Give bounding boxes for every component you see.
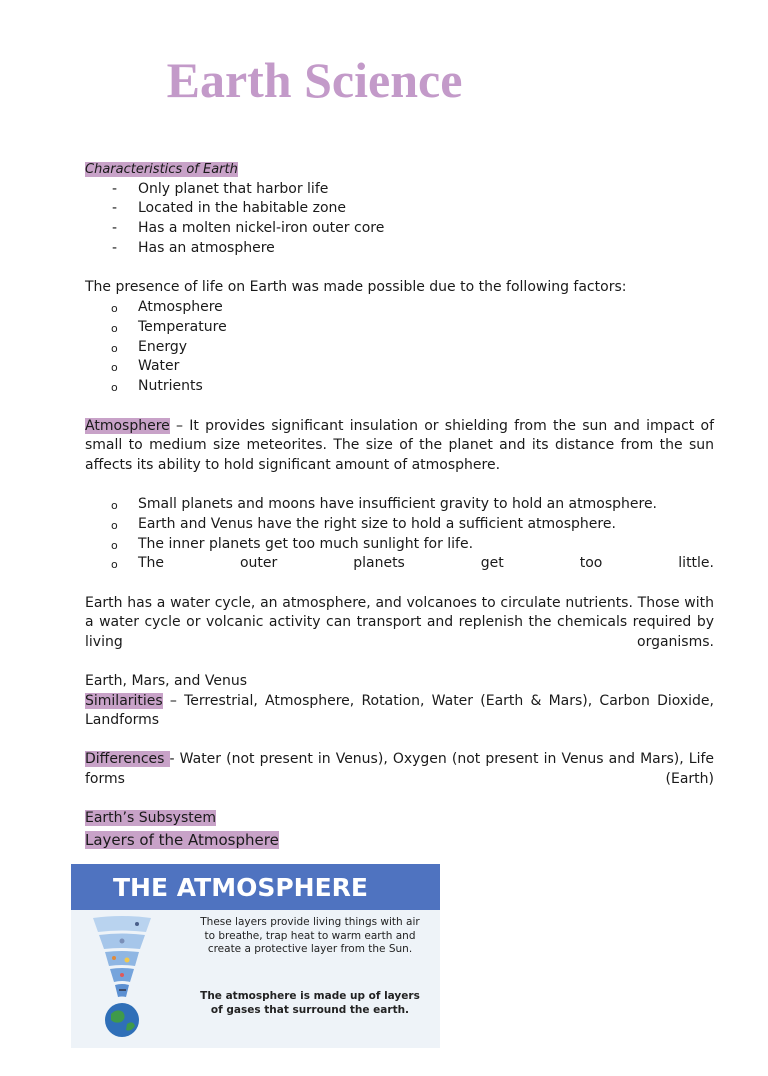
ozone-icon: [120, 973, 124, 977]
aurora-icon: [120, 939, 125, 944]
list-item: o Earth and Venus have the right size to hold a sufficient atmosphere.: [111, 515, 616, 532]
layer-exosphere: [93, 916, 151, 932]
figure-summary: The atmosphere is made up of layers of gases that surround the earth.: [200, 990, 420, 1016]
plane-icon: [119, 989, 126, 991]
meteor-icon: [112, 956, 116, 960]
list-item: o The outer planets get too little.: [111, 555, 714, 572]
characteristics-heading: Characteristics of Earth: [85, 162, 238, 177]
sun-icon: [125, 958, 130, 963]
atmosphere-list: [85, 495, 714, 574]
differences-term: Differences: [85, 751, 170, 768]
atmosphere-layers-illustration: [89, 916, 189, 1041]
layer-mesosphere: [105, 951, 139, 966]
subsystem-heading-line: [85, 809, 714, 829]
list-item: o Energy: [111, 338, 188, 355]
atmosphere-term: Atmosphere: [85, 417, 170, 434]
list-item: o Small planets and moons have insufficient gravity to hold an atmosphere.: [111, 495, 658, 512]
list-item: - Only planet that harbor life: [112, 180, 329, 197]
subsystem-heading: Earth’s Subsystem: [85, 810, 216, 827]
characteristics-list: [85, 180, 714, 259]
atmosphere-figure: [71, 864, 440, 1048]
characteristics-heading-line: [85, 160, 714, 180]
figure-description: These layers provide living things with air to breathe, trap heat to warm earth and create a protective layer from the Sun.: [200, 916, 420, 956]
list-item: o Atmosphere: [111, 298, 223, 315]
list-item: - Located in the habitable zone: [112, 200, 347, 217]
list-item: o Temperature: [111, 318, 227, 335]
factors-intro: The presence of life on Earth was made possible due to the following factors:: [85, 279, 627, 296]
factors-list: [85, 298, 714, 397]
page-title: Earth Science: [166, 52, 463, 108]
list-item: o The inner planets get too much sunlight for life.: [111, 535, 474, 552]
document-body: [85, 160, 714, 851]
satellite-icon: [135, 922, 139, 926]
water-cycle-paragraph: Earth has a water cycle, an atmosphere, and volcanoes to circulate nutrients. Those with a water cycle or volcanic activity can transport and replenish the chemicals required by living organisms.: [85, 594, 714, 650]
differences-paragraph: Differences - Water (not present in Venus), Oxygen (not present in Venus and Mars), Life forms (Earth): [85, 751, 714, 788]
list-item: o Water: [111, 358, 180, 375]
list-item: - Has a molten nickel-iron outer core: [112, 220, 385, 237]
figure-header: THE ATMOSPHERE: [71, 864, 440, 910]
atmosphere-paragraph: Atmosphere – It provides significant insulation or shielding from the sun and impact of small to medium size meteorites. The size of the planet and its distance from the sun affects its ability to hold significant amount of atmosphere.: [85, 417, 714, 473]
similarities-term: Similarities: [85, 692, 163, 709]
list-item: o Nutrients: [111, 378, 203, 395]
list-item: - Has an atmosphere: [112, 239, 275, 256]
planets-line: Earth, Mars, and Venus: [85, 673, 247, 690]
subsystem-subheading: Layers of the Atmosphere: [85, 830, 279, 849]
similarities-paragraph: Similarities – Terrestrial, Atmosphere, Rotation, Water (Earth & Mars), Carbon Dioxide, Landforms: [85, 692, 714, 729]
subsystem-subheading-line: [85, 829, 714, 851]
